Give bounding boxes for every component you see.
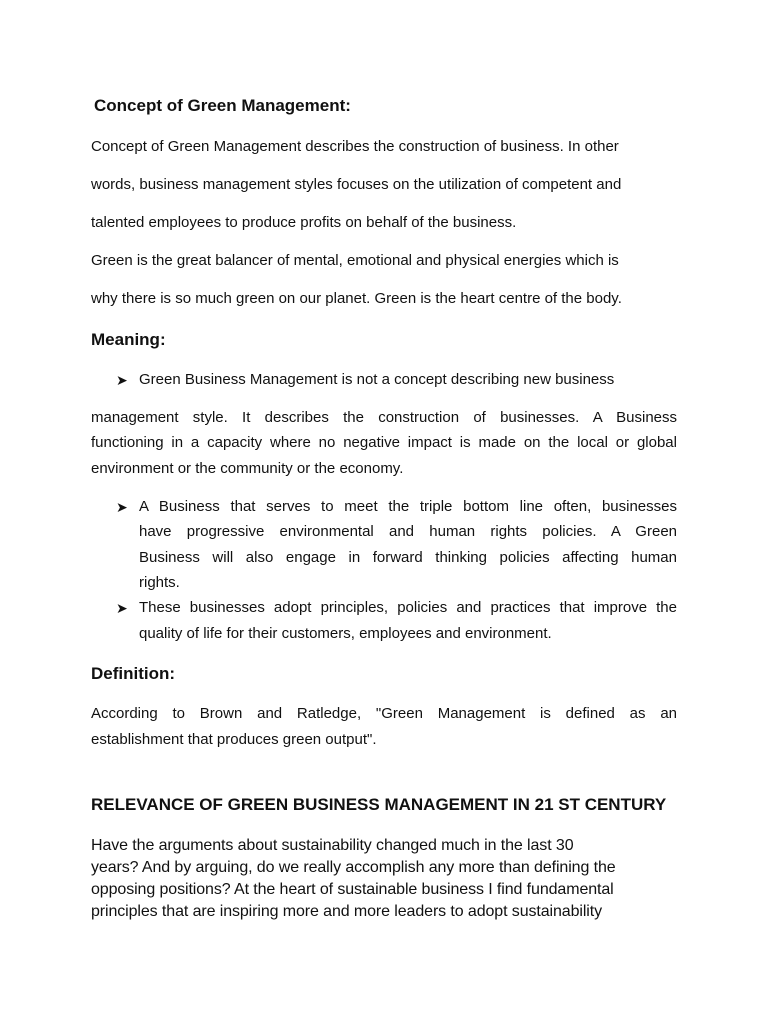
concept-line-3: talented employees to produce profits on behalf of the business. bbox=[91, 214, 517, 231]
meaning-bullet-2-line-3: Business will also engage in forward thinking policies affecting human bbox=[139, 549, 677, 566]
relevance-line-3: opposing positions? At the heart of sustainable business I find fundamental bbox=[91, 881, 614, 898]
meaning-bullet-2-line-1: A Business that serves to meet the triple bottom line often, businesses bbox=[139, 498, 677, 515]
concept-line-2: words, business management styles focuses on the utilization of competent and bbox=[91, 176, 622, 193]
arrow-bullet-icon: ➤ bbox=[116, 372, 128, 388]
concept-line-1: Concept of Green Management describes the construction of business. In other bbox=[91, 138, 619, 155]
definition-line-1: According to Brown and Ratledge, "Green Management is defined as an bbox=[91, 705, 677, 722]
arrow-bullet-icon: ➤ bbox=[116, 499, 128, 515]
meaning-para-line-1: management style. It describes the construction of businesses. A Business bbox=[91, 409, 677, 426]
meaning-bullet-3-line-2: quality of life for their customers, employees and environment. bbox=[139, 625, 552, 642]
relevance-line-1: Have the arguments about sustainability changed much in the last 30 bbox=[91, 837, 574, 854]
relevance-line-2: years? And by arguing, do we really accomplish any more than defining the bbox=[91, 859, 616, 876]
heading-relevance: RELEVANCE OF GREEN BUSINESS MANAGEMENT IN 21 ST CENTURY bbox=[91, 795, 667, 814]
meaning-bullet-2-line-4: rights. bbox=[139, 574, 180, 591]
meaning-bullet-1: Green Business Management is not a concept describing new business bbox=[139, 371, 615, 388]
relevance-line-4: principles that are inspiring more and more leaders to adopt sustainability bbox=[91, 903, 603, 920]
meaning-para-line-2: functioning in a capacity where no negative impact is made on the local or global bbox=[91, 434, 677, 451]
meaning-bullet-3-line-1: These businesses adopt principles, policies and practices that improve the bbox=[139, 599, 677, 616]
concept-line-4: Green is the great balancer of mental, emotional and physical energies which is bbox=[91, 252, 619, 269]
meaning-bullet-2-line-2: have progressive environmental and human rights policies. A Green bbox=[139, 523, 677, 540]
heading-meaning: Meaning: bbox=[91, 330, 166, 349]
concept-line-5: why there is so much green on our planet. Green is the heart centre of the body. bbox=[91, 290, 622, 307]
definition-line-2: establishment that produces green output". bbox=[91, 731, 377, 748]
heading-concept: Concept of Green Management: bbox=[94, 96, 351, 115]
meaning-para-line-3: environment or the community or the economy. bbox=[91, 460, 404, 477]
arrow-bullet-icon: ➤ bbox=[116, 600, 128, 616]
heading-definition: Definition: bbox=[91, 664, 176, 683]
